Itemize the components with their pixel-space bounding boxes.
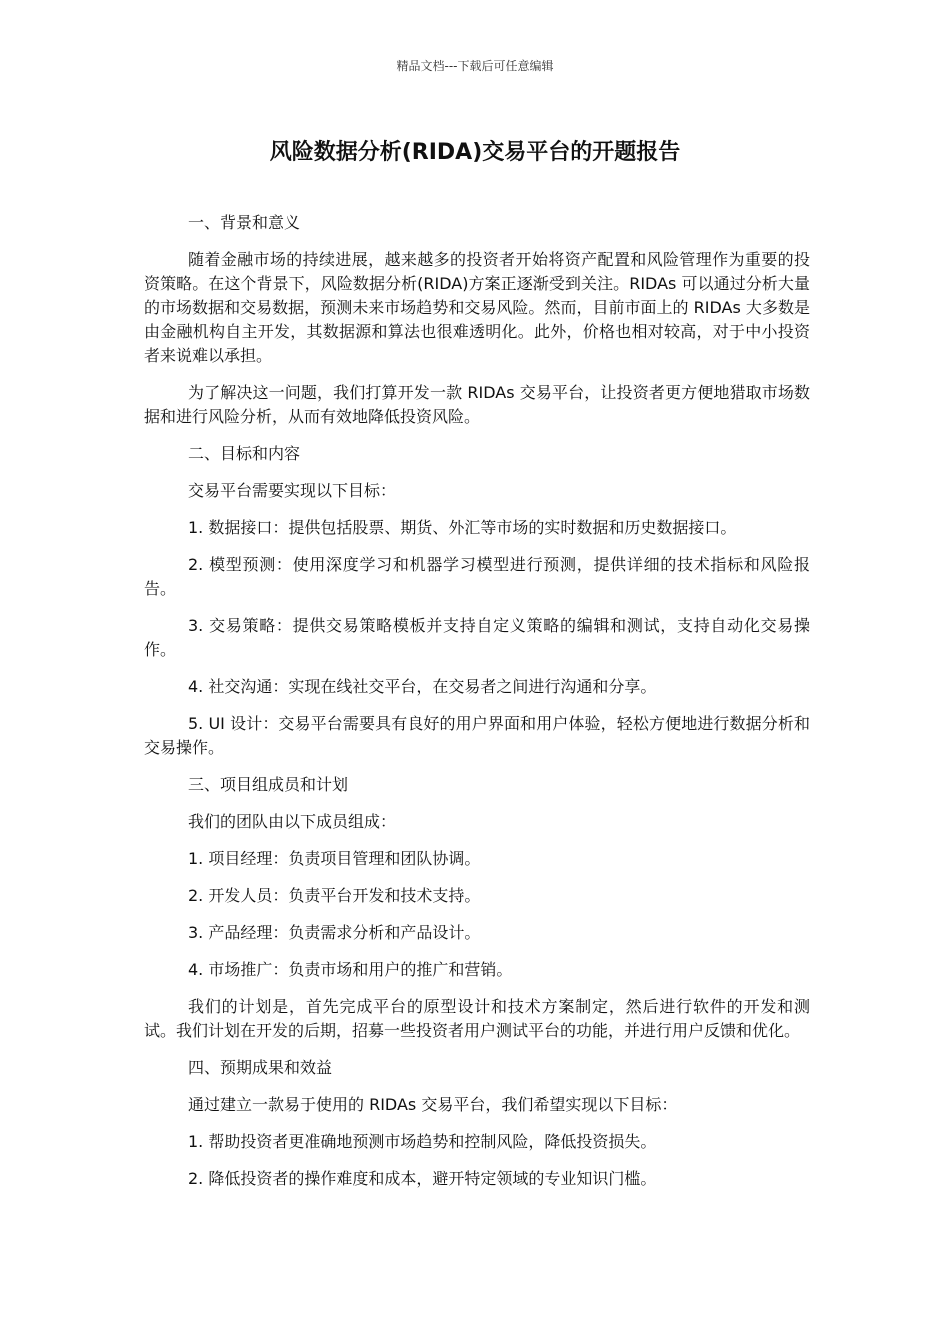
section-heading-outcomes: 四、预期成果和效益	[188, 1058, 333, 1077]
list-item-model-prediction: 2. 模型预测：使用深度学习和机器学习模型进行预测，提供详细的技术指标和风险报告。	[144, 555, 810, 598]
list-item-trading-strategy: 3. 交易策略：提供交易策略模板并支持自定义策略的编辑和测试，支持自动化交易操作。	[144, 616, 810, 659]
list-item-social: 4. 社交沟通：实现在线社交平台，在交易者之间进行沟通和分享。	[188, 677, 657, 696]
list-item-ui-design: 5. UI 设计：交易平台需要具有良好的用户界面和用户体验，轻松方便地进行数据分析和交易操作。	[144, 714, 810, 757]
section-heading-goals: 二、目标和内容	[188, 444, 301, 463]
list-item-outcome-2: 2. 降低投资者的操作难度和成本，避开特定领域的专业知识门槛。	[188, 1169, 657, 1188]
section-heading-team: 三、项目组成员和计划	[188, 775, 349, 794]
list-item-marketing: 4. 市场推广：负责市场和用户的推广和营销。	[188, 960, 513, 979]
paragraph-solution: 为了解决这一问题，我们打算开发一款 RIDAs 交易平台，让投资者更方便地猎取市场数据和进行风险分析，从而有效地降低投资风险。	[144, 383, 810, 426]
page-header: 精品文档---下载后可任意编辑	[396, 59, 554, 73]
paragraph-outcomes-intro: 通过建立一款易于使用的 RIDAs 交易平台，我们希望实现以下目标：	[188, 1095, 678, 1114]
document-title: 风险数据分析(RIDA)交易平台的开题报告	[269, 140, 681, 165]
paragraph-goals-intro: 交易平台需要实现以下目标：	[188, 481, 397, 500]
paragraph-team-intro: 我们的团队由以下成员组成：	[188, 812, 397, 831]
paragraph-background-text: 随着金融市场的持续进展，越来越多的投资者开始将资产配置和风险管理作为重要的投资策略。在这个背景下，风险数据分析(RIDA)方案正逐渐受到关注。RIDAs 可以通过分析大量的市场数据和交易数据，预测未来市场趋势和交易风险。然而，目前市面上的 RIDAs 大多数是由金融机构自主开发，其数据源和算法也很难透明化。此外，价格也相对较高，对于中小投资者来说难以承担。	[144, 250, 810, 365]
paragraph-plan: 我们的计划是，首先完成平台的原型设计和技术方案制定，然后进行软件的开发和测试。我们计划在开发的后期，招募一些投资者用户测试平台的功能，并进行用户反馈和优化。	[144, 997, 810, 1040]
document-body	[144, 211, 810, 1204]
list-item-product-manager: 3. 产品经理：负责需求分析和产品设计。	[188, 923, 481, 942]
list-item-developers: 2. 开发人员：负责平台开发和技术支持。	[188, 886, 481, 905]
list-item-outcome-1: 1. 帮助投资者更准确地预测市场趋势和控制风险，降低投资损失。	[188, 1132, 657, 1151]
section-heading-background: 一、背景和意义	[188, 213, 301, 232]
list-item-data-interface: 1. 数据接口：提供包括股票、期货、外汇等市场的实时数据和历史数据接口。	[188, 518, 737, 537]
list-item-project-manager: 1. 项目经理：负责项目管理和团队协调。	[188, 849, 481, 868]
